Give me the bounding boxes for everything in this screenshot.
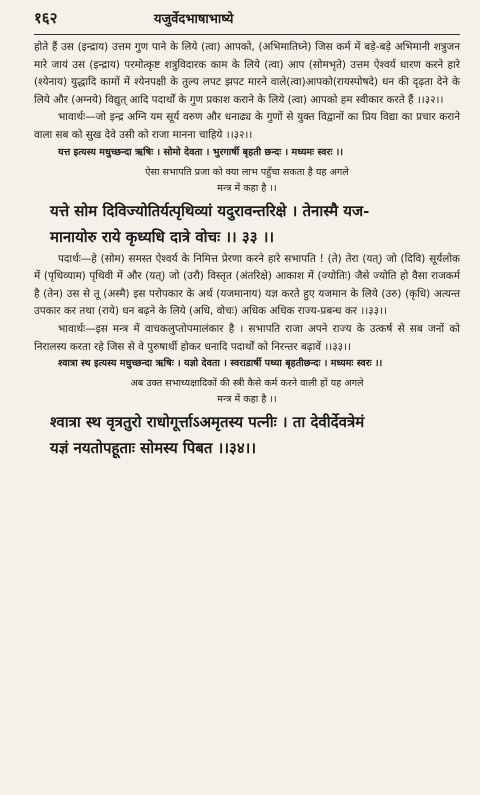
intro-line-3: अब उक्त सभाध्यक्षादिकों की स्त्री कैसे कर्म करने वाली हों यह अगले xyxy=(130,378,364,390)
intro-line: ऐसा सभापति प्रजा को क्या लाभ पहुँचा सकता है यह अगले xyxy=(145,166,349,178)
bhavartha-paragraph: भावार्थः—जो इन्द्र अग्नि यम सूर्य वरुण और धनाढ्य के गुणों से युक्त विद्वानों का प्रिय विद्या का प्रचार कराने वाला सब को सुख देवे उसी को राजा मानना चाहिये ।।३२।। xyxy=(34,111,460,141)
padartha-paragraph: पदार्थः—हे (सोम) समस्त ऐश्वर्य के निमित्त प्रेरणा करने हारे सभापति ! (ते) तेरा (यत्) जो (दिवि) सूर्यलोक में (पृथिव्याम) पृथिवी में और (यत्) जो (उरौ) विस्तृत (अंतरिक्षे) आकाश में (ज्योतिः) जैसे ज्योति हो वैसा राजकर्म है (तेन) उस से तू (अस्मै) इस परोपकार के अर्थ (यजमानाय) यज्ञ करते हुए यजमान के लिये (उरु) (कृधि) अत्यन्त उपकार कर तथा (राये) धन बढ़ने के लिये (अधि, वोचः) अधिक अधिक राज्य-प्रबन्ध कर ।।३३।। xyxy=(34,252,460,318)
intro-line-2: मन्त्र में कहा है ।। xyxy=(217,182,277,194)
page-header xyxy=(34,8,460,35)
page-number: १६२ xyxy=(34,9,58,27)
running-title: यजुर्वेदभाषाभाष्ये xyxy=(154,12,234,27)
mantra-line-4: यज्ञं नयतोपहूताः सोमस्य पिबत ।।३४।। xyxy=(50,439,257,458)
rishi-devata-line-2: श्वात्रा स्थ इत्यस्य मधुच्छन्दा ऋषिः । यज्ञो देवता । स्वराडार्षी पथ्या बृहतीछन्दः । मध्यमः स्वरः ।। xyxy=(58,358,383,370)
intro-line-4: मन्त्र में कहा है ।। xyxy=(217,394,277,406)
mantra-line-2: मानायोरु राये कृध्यधि दात्रे वोचः ।। ३३ ।। xyxy=(50,227,275,246)
bhavartha-paragraph-2: भावार्थः—इस मन्त्र में वाचकलुप्तोपमालंकार है । सभापति राजा अपने राज्य के उत्कर्ष से सब जनों को निरालस्य करता रहे जिस से वे पुरुषार्थी होकर धनादि पदार्थों को निरन्तर बढ़ावें ।।३३।। xyxy=(34,322,460,353)
mantra-line-3: श्वात्रा स्थ वृत्रतुरो राधोगूर्त्ताऽअमृतस्य पत्नीः । ता देवीर्देवत्रेमं xyxy=(50,413,365,432)
commentary-paragraph: होते हैं उस (इन्द्राय) उत्तम गुण पाने के लिये (त्वा) आपको, (अभिमातिघ्ने) जिस कर्म में बड़े-बड़े अभिमानी शत्रुजन मारे जायं उस (इन्द्राय) परमोत्कृष्ट शत्रुविदारक काम के लिये (त्वा) आप (सोमभृते) उत्तम ऐश्वर्य धारण करने हारे (श्येनाय) युद्धादि कामों में श्येनपक्षी के तुल्य लपट झपट मारने वाले(त्वा)आपको(रायस्पोषदे) धन की दृढ़ता देने के लिये और (अग्नये) विद्युत् आदि पदार्थों के गुण प्रकाश कराने के लिये (त्वा) आपको हम स्वीकार करते हैं ।।३२।। xyxy=(34,41,460,106)
mantra-line: यत्ते सोम दिविज्योतिर्यत्पृथिव्यां यदुरावन्तरिक्षे । तेनास्मै यज- xyxy=(50,201,370,220)
rishi-devata-line: यत्त इत्यस्य मधुच्छन्दा ऋषिः । सोमो देवता । भुरगार्षी बृहती छन्दः । मध्यमः स्वरः ।। xyxy=(58,146,343,158)
